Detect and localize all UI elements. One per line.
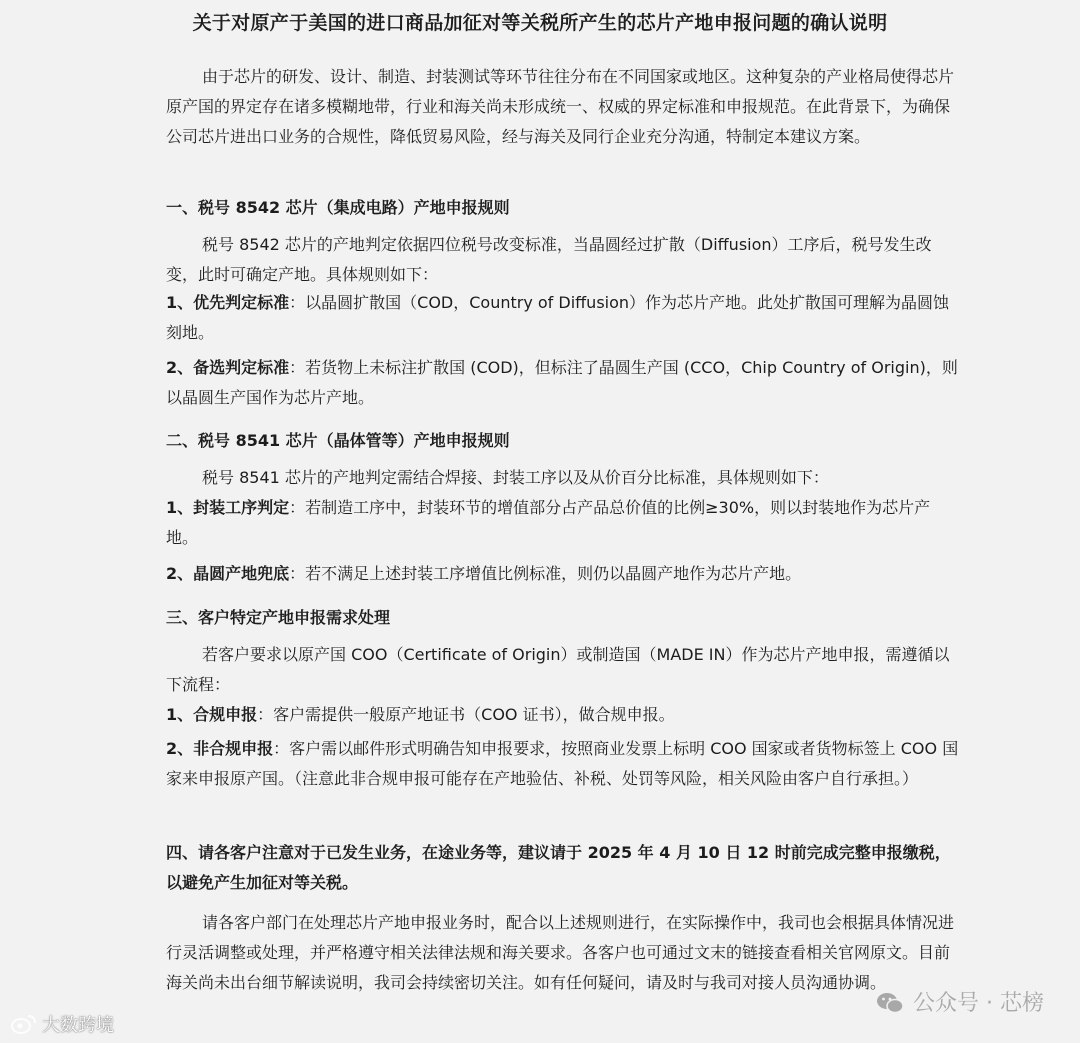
section-2-item-2 xyxy=(166,559,962,589)
section-3-item-1 xyxy=(166,700,962,730)
section-2-paragraph: 税号 8541 芯片的产地判定需结合焊接、封装工序以及从价百分比标准，具体规则如下： xyxy=(202,468,829,487)
item-lead: 2、晶圆产地兜底 xyxy=(166,564,290,583)
watermark-left xyxy=(10,1011,114,1037)
section-1-paragraph: 税号 8542 芯片的产地判定依据四位税号改变标准，当晶圆经过扩散（Diffusion）工序后，税号发生改变，此时可确定产地。具体规则如下： xyxy=(166,235,932,284)
section-1-heading: 一、税号 8542 芯片（集成电路）产地申报规则 xyxy=(166,198,510,217)
section-2-heading: 二、税号 8541 芯片（晶体管等）产地申报规则 xyxy=(166,431,510,450)
closing-paragraph: 请各客户部门在处理芯片产地申报业务时，配合以上述规则进行，在实际操作中，我司也会根据具体情况进行灵活调整或处理，并严格遵守相关法律法规和海关要求。各客户也可通过文末的链接查看相关官网原文。目前海关尚未出台细节解读说明，我司会持续密切关注。如有任何疑问，请及时与我司对接人员沟通协调。 xyxy=(166,913,955,992)
item-text: ：以晶圆扩散国（COD，Country of Diffusion）作为芯片产地。此处扩散国可理解为晶圆蚀刻地。 xyxy=(166,293,950,342)
wechat-logo-icon xyxy=(875,991,903,1013)
item-text: ：若制造工序中，封装环节的增值部分占产品总价值的比例≥30%，则以封装地作为芯片产地。 xyxy=(166,498,931,547)
item-text: ：客户需以邮件形式明确告知申报要求，按照商业发票上标明 COO 国家或者货物标签上 COO 国家来申报原产国。（注意此非合规申报可能存在产地验估、补税、处罚等风险，相关风险由客户自行承担。） xyxy=(166,739,959,788)
item-lead: 1、封装工序判定 xyxy=(166,498,290,517)
section-4-notice: 四、请各客户注意对于已发生业务，在途业务等，建议请于 2025 年 4 月 10 日 12 时前完成完整申报缴税，以避免产生加征对等关税。 xyxy=(166,843,951,892)
watermark-left-text: 大数跨境 xyxy=(42,1015,114,1036)
watermark-right xyxy=(875,986,1044,1017)
intro-paragraph: 由于芯片的研发、设计、制造、封装测试等环节往往分布在不同国家或地区。这种复杂的产业格局使得芯片原产国的界定存在诸多模糊地带，行业和海关尚未形成统一、权威的界定标准和申报规范。在此背景下，为确保公司芯片进出口业务的合规性，降低贸易风险，经与海关及同行企业充分沟通，特制定本建议方案。 xyxy=(166,67,955,146)
item-lead: 2、备选判定标准 xyxy=(166,358,290,377)
weibo-logo-icon xyxy=(10,1013,38,1035)
item-lead: 2、非合规申报 xyxy=(166,739,274,758)
item-lead: 1、合规申报 xyxy=(166,705,258,724)
item-text: ：若货物上未标注扩散国 (COD)，但标注了晶圆生产国 (CCO，Chip Country of Origin)，则以晶圆生产国作为芯片产地。 xyxy=(166,358,958,407)
item-text: ：客户需提供一般原产地证书（COO 证书），做合规申报。 xyxy=(257,705,675,724)
document-title: 关于对原产于美国的进口商品加征对等关税所产生的芯片产地申报问题的确认说明 xyxy=(192,12,888,34)
section-1-item-1 xyxy=(166,288,962,348)
item-text: ：若不满足上述封装工序增值比例标准，则仍以晶圆产地作为芯片产地。 xyxy=(289,564,802,583)
section-3-item-2 xyxy=(166,734,962,794)
section-2-item-1 xyxy=(166,493,962,553)
section-1-item-2 xyxy=(166,353,962,413)
section-3-paragraph: 若客户要求以原产国 COO（Certificate of Origin）或制造国（MADE IN）作为芯片产地申报，需遵循以下流程： xyxy=(166,645,950,694)
watermark-right-text: 公众号 · 芯榜 xyxy=(913,991,1044,1016)
item-lead: 1、优先判定标准 xyxy=(166,293,290,312)
section-3-heading: 三、客户特定产地申报需求处理 xyxy=(166,608,391,627)
